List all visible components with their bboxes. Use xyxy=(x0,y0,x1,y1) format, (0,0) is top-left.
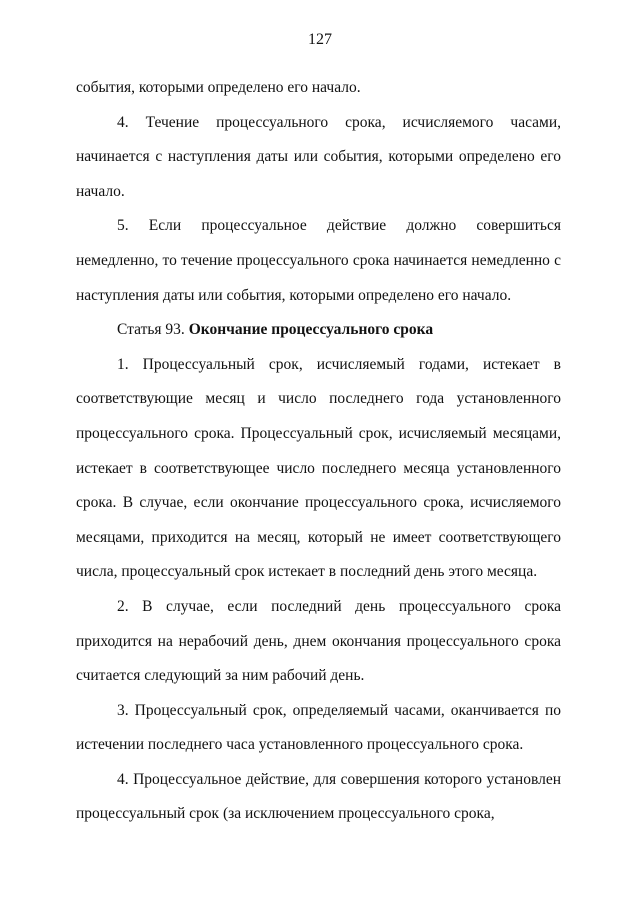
paragraph-item-4-start: 4. Течение процессуального срока, исчисляемого часами, начинается с наступления даты или события, которыми определено его начало. xyxy=(76,113,561,200)
paragraph-item-4-end: 4. Процессуальное действие, для совершения которого установлен процессуальный срок (за исключением процессуального срока, xyxy=(76,770,561,823)
page-number: 127 xyxy=(308,31,332,48)
paragraph-continuation: события, которыми определено его начало. xyxy=(76,79,361,96)
paragraph-item-3-end: 3. Процессуальный срок, определяемый часами, оканчивается по истечении последнего часа установленного процессуального срока. xyxy=(76,701,561,754)
document-body xyxy=(76,71,561,832)
article-heading xyxy=(76,313,561,348)
article-title: Окончание процессуального срока xyxy=(188,321,434,339)
paragraph-item-1-end: 1. Процессуальный срок, исчисляемый годами, истекает в соответствующие месяц и число последнего года установленного процессуального срока. Процессуальный срок, исчисляемый месяцами, истекает в соответствующее число последнего месяца установленного срока. В случае, если окончание процессуального срока, исчисляемого месяцами, приходится на месяц, который не имеет соответствующего числа, процессуальный срок истекает в последний день этого месяца. xyxy=(76,355,561,581)
paragraph-item-2-end: 2. В случае, если последний день процессуального срока приходится на нерабочий день, днем окончания процессуального срока считается следующий за ним рабочий день. xyxy=(76,597,561,685)
article-number: Статья 93. xyxy=(117,321,189,339)
paragraph-item-5-start: 5. Если процессуальное действие должно совершиться немедленно, то течение процессуального срока начинается немедленно с наступления даты или события, которыми определено его начало. xyxy=(76,217,561,304)
